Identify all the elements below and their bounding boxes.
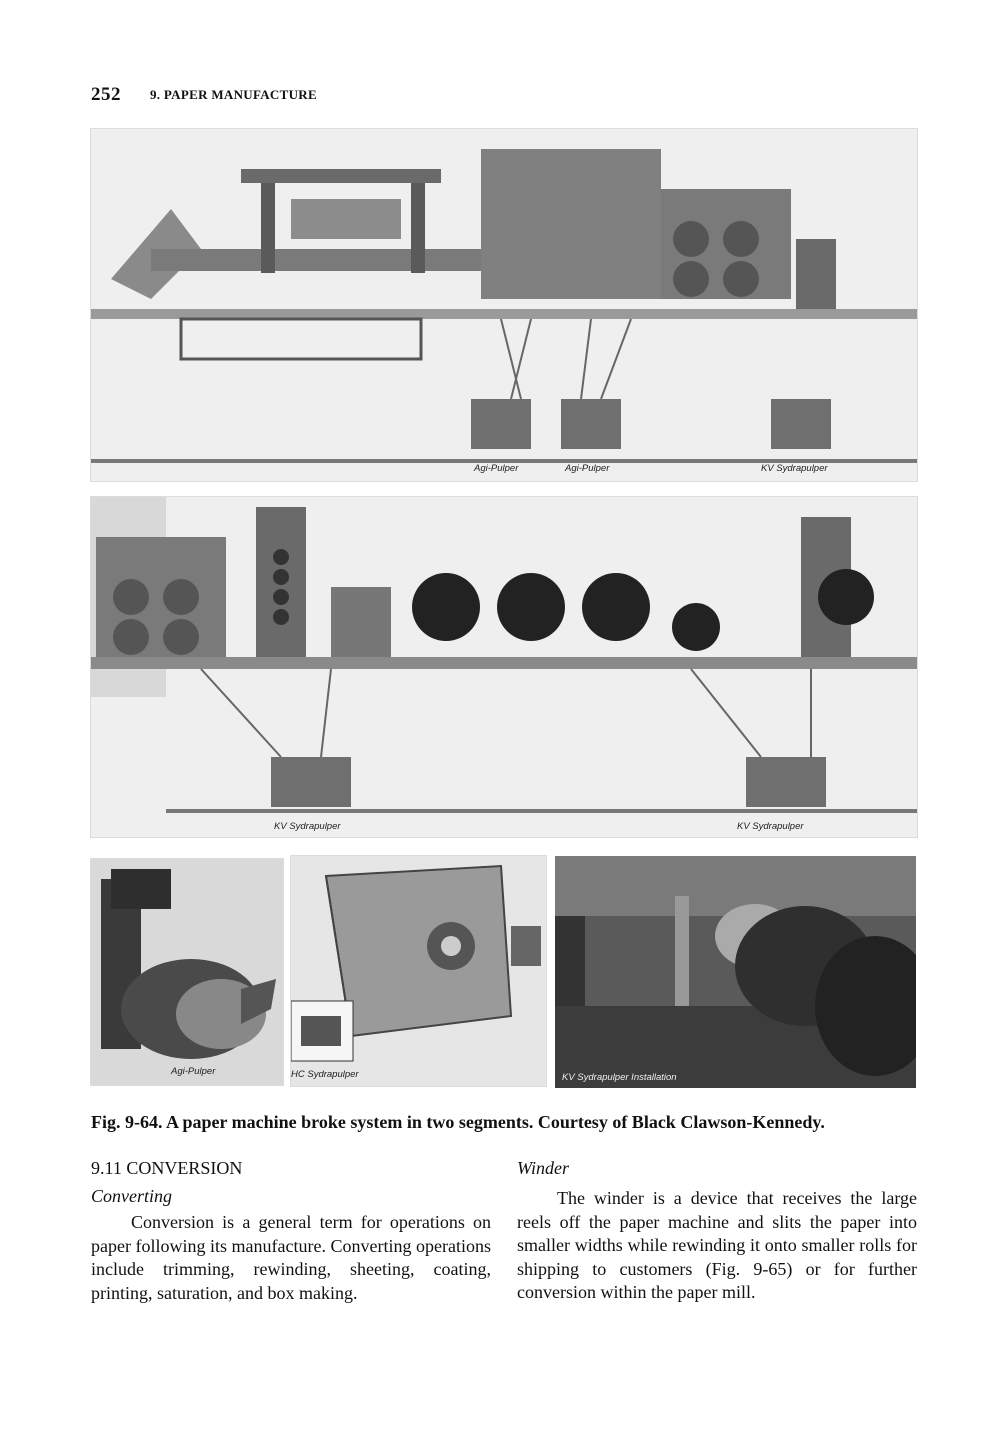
paper-machine-illustration-top [91, 129, 917, 481]
photo-hc-sydrapulper [290, 855, 547, 1087]
kv-sydrapulper-installation-image [555, 856, 916, 1088]
subheading-converting: Converting [91, 1186, 172, 1206]
subheading-winder: Winder [517, 1158, 569, 1178]
label-kv-sydrapulper-3: KV Sydrapulper [737, 821, 804, 832]
running-title: 9. PAPER MANUFACTURE [150, 87, 317, 102]
agi-pulper-image [91, 859, 283, 1085]
page-number: 252 [91, 84, 121, 105]
photo-kv-sydrapulper-installation [555, 856, 916, 1088]
label-agi-pulper-photo: Agi-Pulper [171, 1066, 216, 1077]
label-agi-pulper-2: Agi-Pulper [565, 463, 610, 474]
label-kv-sydrapulper-installation: KV Sydrapulper Installation [562, 1072, 677, 1083]
label-hc-sydrapulper: HC Sydrapulper [291, 1069, 359, 1080]
paragraph-conversion: Conversion is a general term for operations on paper following its manufacture. Converting operations include trimming, rewinding, sheeting, coating, printing, saturation, and box making. [91, 1212, 491, 1303]
figure-caption: Fig. 9-64. A paper machine broke system in two segments. Courtesy of Black Clawson-Kennedy. [91, 1112, 825, 1132]
label-kv-sydrapulper-2: KV Sydrapulper [274, 821, 341, 832]
label-kv-sydrapulper-1: KV Sydrapulper [761, 463, 828, 474]
section-heading: 9.11 CONVERSION [91, 1158, 243, 1178]
paragraph-winder: The winder is a device that receives the large reels off the paper machine and slits the paper into smaller widths while rewinding it onto smaller rolls for shipping to customers (Fig. 9-65) or for further conversion within the paper mill. [517, 1188, 917, 1302]
label-agi-pulper-1: Agi-Pulper [474, 463, 519, 474]
figure-top-panel [90, 128, 918, 482]
hc-sydrapulper-image [291, 856, 546, 1086]
photo-agi-pulper [90, 858, 284, 1086]
paper-machine-illustration-middle [91, 497, 917, 837]
figure-middle-panel [90, 496, 918, 838]
